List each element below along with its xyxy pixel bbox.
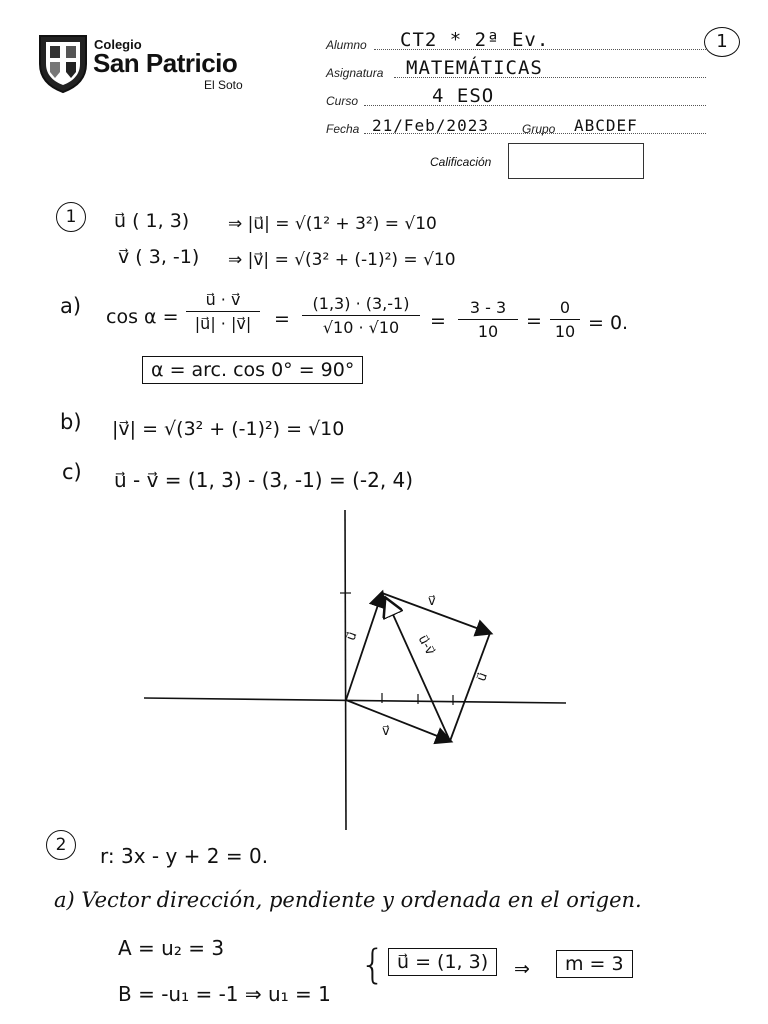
curso-label: Curso <box>326 94 359 108</box>
brace-icon: { <box>360 942 386 988</box>
q1-c-text: u⃗ - v⃗ = (1, 3) - (3, -1) = (-2, 4) <box>114 468 414 492</box>
fecha-value: 21/Feb/2023 <box>372 116 489 135</box>
q1-a-frac1 <box>186 290 260 333</box>
asignatura-value: MATEMÁTICAS <box>406 57 543 79</box>
q1-a-frac1-num: u⃗ · v⃗ <box>205 290 241 309</box>
q2-arrow: ⇒ <box>514 958 530 980</box>
fecha-field <box>326 114 706 138</box>
fraction-bar <box>458 319 518 320</box>
label-u-right: u⃗ <box>474 670 491 684</box>
asignatura-field <box>326 58 706 82</box>
page-number: 1 <box>704 27 740 57</box>
q1-a-end: = 0. <box>588 312 629 334</box>
q1-b-text: |v⃗| = √(3² + (-1)²) = √10 <box>112 418 345 440</box>
q2-u-box: u⃗ = (1, 3) <box>388 948 497 976</box>
q1-a-frac2-den: √10 · √10 <box>322 318 400 337</box>
q1-a-frac4-den: 10 <box>554 322 576 341</box>
calificacion-label: Calificación <box>430 155 492 169</box>
label-v-bottom: v⃗ <box>382 724 390 739</box>
q2-B-line: B = -u₁ = -1 ⇒ u₁ = 1 <box>118 982 331 1006</box>
q1-v-def: v⃗ ( 3, -1) <box>118 246 200 268</box>
q2-number: 2 <box>46 830 76 860</box>
q2-a-text: a) Vector dirección, pendiente y ordenada en el origen. <box>54 888 642 912</box>
fraction-bar <box>302 315 420 316</box>
fraction-bar <box>550 319 580 320</box>
alumno-label: Alumno <box>326 38 367 52</box>
q1-a-label: a) <box>60 294 82 318</box>
q1-a-frac2-num: (1,3) · (3,-1) <box>312 294 410 313</box>
fecha-label: Fecha <box>326 122 360 136</box>
fraction-bar <box>186 311 260 312</box>
q1-a-frac1-den: |u⃗| · |v⃗| <box>194 314 252 333</box>
label-u: u⃗ <box>343 629 361 643</box>
alumno-field <box>326 30 706 54</box>
school-logo <box>38 34 268 98</box>
vector-graph <box>140 505 580 835</box>
q1-a-frac3 <box>458 298 518 341</box>
grupo-value: ABCDEF <box>574 116 638 135</box>
q1-a-frac3-num: 3 - 3 <box>469 298 507 317</box>
q1-a-eq3: = <box>526 310 542 332</box>
asignatura-label: Asignatura <box>326 66 384 80</box>
q1-c-label: c) <box>62 460 82 484</box>
q2-line: r: 3x - y + 2 = 0. <box>100 844 269 868</box>
q2-m-box: m = 3 <box>556 950 633 978</box>
curso-value: 4 ESO <box>432 85 495 107</box>
label-u-minus-v: u⃗-v⃗ <box>414 632 438 658</box>
q2-A-line: A = u₂ = 3 <box>118 936 225 960</box>
crest-icon <box>38 34 88 94</box>
grupo-label: Grupo <box>522 122 556 136</box>
q1-a-frac4 <box>550 298 580 341</box>
q1-a-frac3-den: 10 <box>477 322 499 341</box>
vector-u-from-v <box>450 633 490 741</box>
x-axis <box>144 698 566 703</box>
school-name-line2: San Patricio <box>93 48 238 78</box>
curso-dots <box>364 105 706 106</box>
q1-a-frac2 <box>302 294 420 337</box>
q1-u-mod: ⇒ |u⃗| = √(1² + 3²) = √10 <box>228 214 437 234</box>
y-axis <box>345 510 346 830</box>
q1-a-frac4-num: 0 <box>559 298 571 317</box>
q1-a-result-box: α = arc. cos 0° = 90° <box>142 356 363 384</box>
vector-u <box>346 593 382 700</box>
school-name-line1: Colegio <box>94 37 142 52</box>
q1-b-label: b) <box>60 410 82 434</box>
school-name-line3: El Soto <box>204 78 243 92</box>
calificacion-box <box>508 143 644 179</box>
q1-a-cos: cos α = <box>106 306 179 328</box>
q1-v-mod: ⇒ |v⃗| = √(3² + (-1)²) = √10 <box>228 250 456 270</box>
label-v-top: v⃗ <box>428 594 436 609</box>
q1-a-eq1: = <box>274 308 290 330</box>
q1-a-eq2: = <box>430 310 446 332</box>
alumno-value: CT2 * 2ª Ev. <box>400 29 550 51</box>
q1-number: 1 <box>56 202 86 232</box>
q1-u-def: u⃗ ( 1, 3) <box>114 210 190 232</box>
curso-field <box>326 86 706 110</box>
